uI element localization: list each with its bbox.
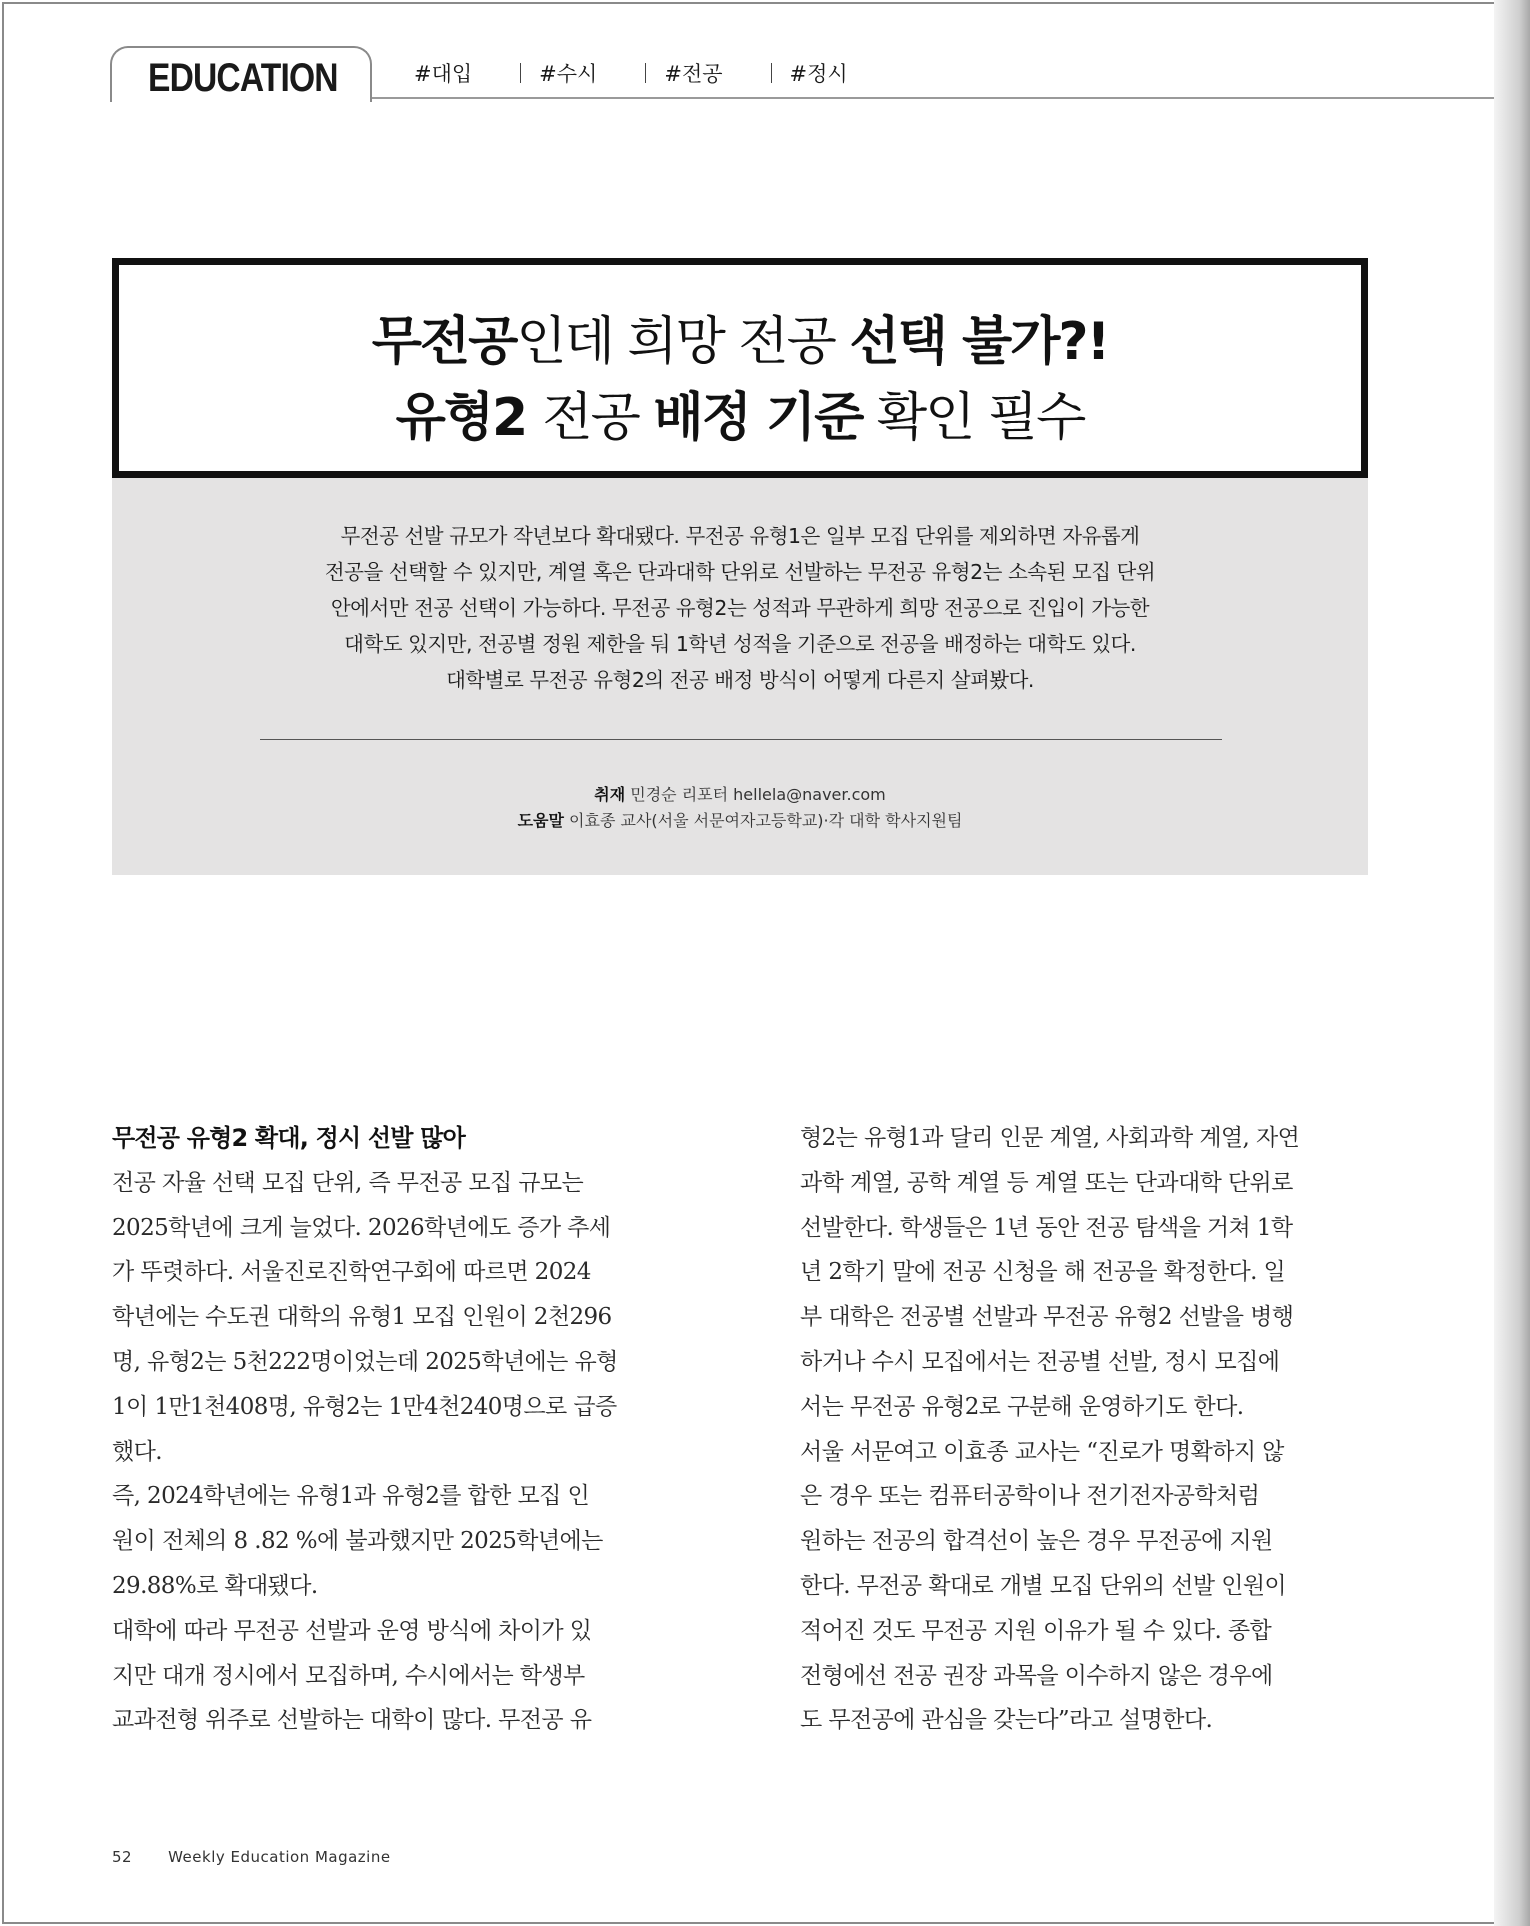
headline-segment: 무전공 xyxy=(371,312,517,372)
body-line: 가 뚜렷하다. 서울진로진학연구회에 따르면 2024 xyxy=(112,1259,591,1286)
body-line: 지만 대개 정시에서 모집하며, 수시에서는 학생부 xyxy=(112,1662,585,1689)
body-line: 전공 자율 선택 모집 단위, 즉 무전공 모집 규모는 xyxy=(112,1169,584,1196)
body-line: 원이 전체의 8 .82 %에 불과했지만 2025학년에는 xyxy=(112,1528,603,1555)
hashtag[interactable]: #정시 xyxy=(789,62,848,86)
hashtag-list xyxy=(414,58,848,88)
hashtag[interactable]: #대입 xyxy=(414,62,473,86)
body-line: 1이 1만1천408명, 유형2는 1만4천240명으로 급증 xyxy=(112,1393,617,1420)
body-line: 선발한다. 학생들은 1년 동안 전공 탐색을 거쳐 1학 xyxy=(800,1214,1293,1241)
headline-segment: 전공 xyxy=(542,388,654,448)
body-line: 명, 유형2는 5천222명이었는데 2025학년에는 유형 xyxy=(112,1348,618,1375)
body-line: 전형에선 전공 권장 과목을 이수하지 않은 경우에 xyxy=(800,1662,1273,1689)
body-line: 29.88%로 확대됐다. xyxy=(112,1572,318,1599)
lead-box xyxy=(112,478,1368,875)
hashtag[interactable]: #수시 xyxy=(539,62,598,86)
sub-heading: 무전공 유형2 확대, 정시 선발 많아 xyxy=(112,1124,465,1152)
body-line: 한다. 무전공 확대로 개별 모집 단위의 선발 인원이 xyxy=(800,1572,1287,1599)
reporter-credit xyxy=(112,782,1368,805)
body-line: 은 경우 또는 컴퓨터공학이나 전기전자공학처럼 xyxy=(800,1483,1260,1510)
reporter-name: 민경순 리포터 hellela@naver.com xyxy=(630,785,886,804)
body-column-right xyxy=(800,1116,1374,1743)
body-line: 원하는 전공의 합격선이 높은 경우 무전공에 지원 xyxy=(800,1528,1273,1555)
hashtag-divider xyxy=(645,63,646,83)
headline-line-2 xyxy=(119,375,1361,450)
lead-paragraph xyxy=(172,518,1308,698)
lead-line: 대학별로 무전공 유형2의 전공 배정 방식이 어떻게 다른지 살펴봤다. xyxy=(446,668,1034,692)
body-line: 서울 서문여고 이효종 교사는 “진로가 명확하지 않 xyxy=(800,1438,1284,1465)
body-column-left xyxy=(112,1116,686,1743)
header-rule xyxy=(370,97,1494,99)
helper-name: 이효종 교사(서울 서문여자고등학교)·각 대학 학사지원팀 xyxy=(569,811,963,830)
body-line: 부 대학은 전공별 선발과 무전공 유형2 선발을 병행 xyxy=(800,1304,1294,1331)
headline-segment: 유형2 xyxy=(395,388,543,448)
lead-line: 안에서만 전공 선택이 가능하다. 무전공 유형2는 성적과 무관하게 희망 전공으로 진입이 가능한 xyxy=(330,596,1150,620)
body-line: 년 2학기 말에 전공 신청을 해 전공을 확정한다. 일 xyxy=(800,1259,1286,1286)
body-line: 교과전형 위주로 선발하는 대학이 많다. 무전공 유 xyxy=(112,1707,592,1734)
body-line: 학년에는 수도권 대학의 유형1 모집 인원이 2천296 xyxy=(112,1304,612,1331)
headline-segment: 선택 불가?! xyxy=(849,312,1109,372)
body-line: 형2는 유형1과 달리 인문 계열, 사회과학 계열, 자연 xyxy=(800,1125,1300,1151)
helper-label: 도움말 xyxy=(517,811,564,830)
body-line: 2025학년에 크게 늘었다. 2026학년에도 증가 추세 xyxy=(112,1214,611,1241)
lead-line: 무전공 선발 규모가 작년보다 확대됐다. 무전공 유형1은 일부 모집 단위를 제외하면 자유롭게 xyxy=(340,524,1140,548)
body-line: 서는 무전공 유형2로 구분해 운영하기도 한다. xyxy=(800,1393,1244,1420)
headline-segment: 인데 희망 전공 xyxy=(516,312,850,372)
headline-segment: 확인 필수 xyxy=(862,388,1085,448)
body-line: 적어진 것도 무전공 지원 이유가 될 수 있다. 종합 xyxy=(800,1617,1272,1644)
body-line: 과학 계열, 공학 계열 등 계열 또는 단과대학 단위로 xyxy=(800,1169,1293,1196)
headline-line-1 xyxy=(119,299,1361,374)
lead-line: 전공을 선택할 수 있지만, 계열 혹은 단과대학 단위로 선발하는 무전공 유형2는 소속된 모집 단위 xyxy=(324,560,1156,584)
body-line: 대학에 따라 무전공 선발과 운영 방식에 차이가 있 xyxy=(112,1617,592,1644)
section-label: EDUCATION xyxy=(148,56,338,100)
lead-divider xyxy=(260,739,1222,740)
headline-box xyxy=(112,258,1368,478)
hashtag-divider xyxy=(771,63,772,83)
body-line: 즉, 2024학년에는 유형1과 유형2를 합한 모집 인 xyxy=(112,1483,590,1510)
lead-line: 대학도 있지만, 전공별 정원 제한을 둬 1학년 성적을 기준으로 전공을 배정하는 대학도 있다. xyxy=(344,632,1136,656)
page-spine-shadow xyxy=(1494,0,1530,1926)
reporter-label: 취재 xyxy=(594,785,626,804)
body-line: 도 무전공에 관심을 갖는다”라고 설명한다. xyxy=(800,1707,1213,1734)
body-line: 하거나 수시 모집에서는 전공별 선발, 정시 모집에 xyxy=(800,1348,1280,1375)
hashtag[interactable]: #전공 xyxy=(664,62,723,86)
body-line: 했다. xyxy=(112,1438,162,1465)
headline-segment: 배정 기준 xyxy=(653,388,863,448)
page-number: 52 xyxy=(112,1848,133,1866)
page-footer xyxy=(112,1848,391,1866)
helper-credit xyxy=(112,808,1368,831)
magazine-name: Weekly Education Magazine xyxy=(168,1848,391,1866)
hashtag-divider xyxy=(520,63,521,83)
